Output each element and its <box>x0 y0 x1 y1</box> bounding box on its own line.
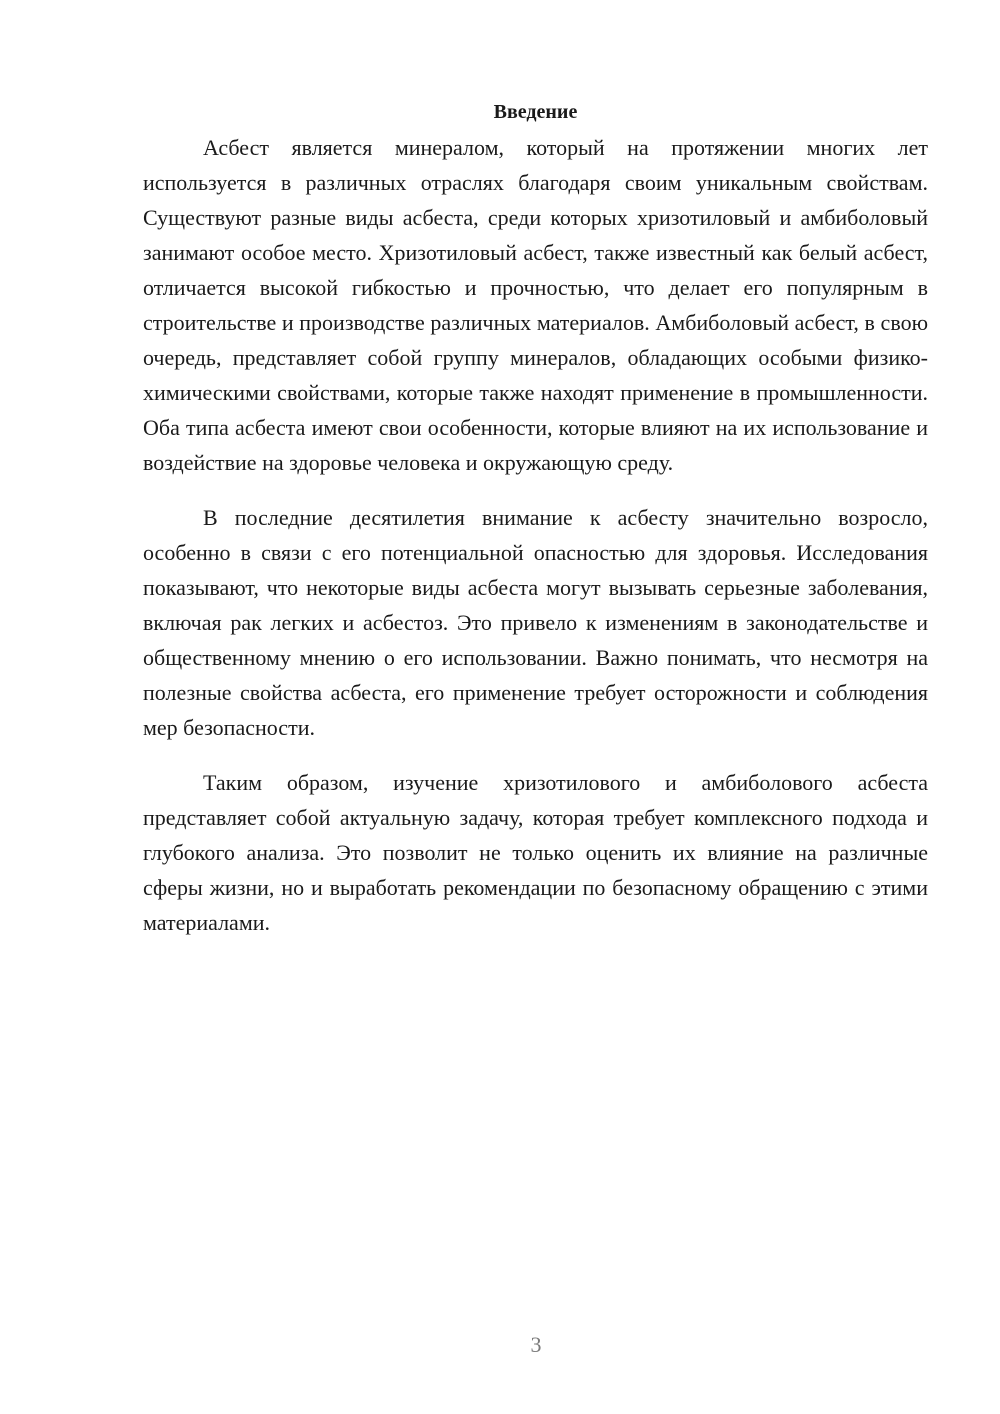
paragraph-2: В последние десятилетия внимание к асбесту значительно возросло, особенно в связи с его потенциальной опасностью для здоровья. Исследования показывают, что некоторые виды асбеста могут вызывать серьезные заболевания, включая рак легких и асбестоз. Это привело к изменениям в законодательстве и общественному мнению о его использовании. Важно понимать, что несмотря на полезные свойства асбеста, его применение требует осторожности и соблюдения мер безопасности. <box>143 505 928 740</box>
paragraph-1: Асбест является минералом, который на протяжении многих лет используется в различных отраслях благодаря своим уникальным свойствам. Существуют разные виды асбеста, среди которых хризотиловый и амбиболовый занимают особое место. Хризотиловый асбест, также известный как белый асбест, отличается высокой гибкостью и прочностью, что делает его популярным в строительстве и производстве различных материалов. Амбиболовый асбест, в свою очередь, представляет собой группу минералов, обладающих особыми физико-химическими свойствами, которые также находят применение в промышленности. Оба типа асбеста имеют свои особенности, которые влияют на их использование и воздействие на здоровье человека и окружающую среду. <box>143 135 928 475</box>
document-body <box>143 95 928 940</box>
paragraph-3: Таким образом, изучение хризотилового и амбиболового асбеста представляет собой актуальную задачу, которая требует комплексного подхода и глубокого анализа. Это позволит не только оценить их влияние на различные сферы жизни, но и выработать рекомендации по безопасному обращению с этими материалами. <box>143 770 928 935</box>
page-number: 3 <box>530 1332 542 1357</box>
section-title: Введение <box>493 101 578 123</box>
